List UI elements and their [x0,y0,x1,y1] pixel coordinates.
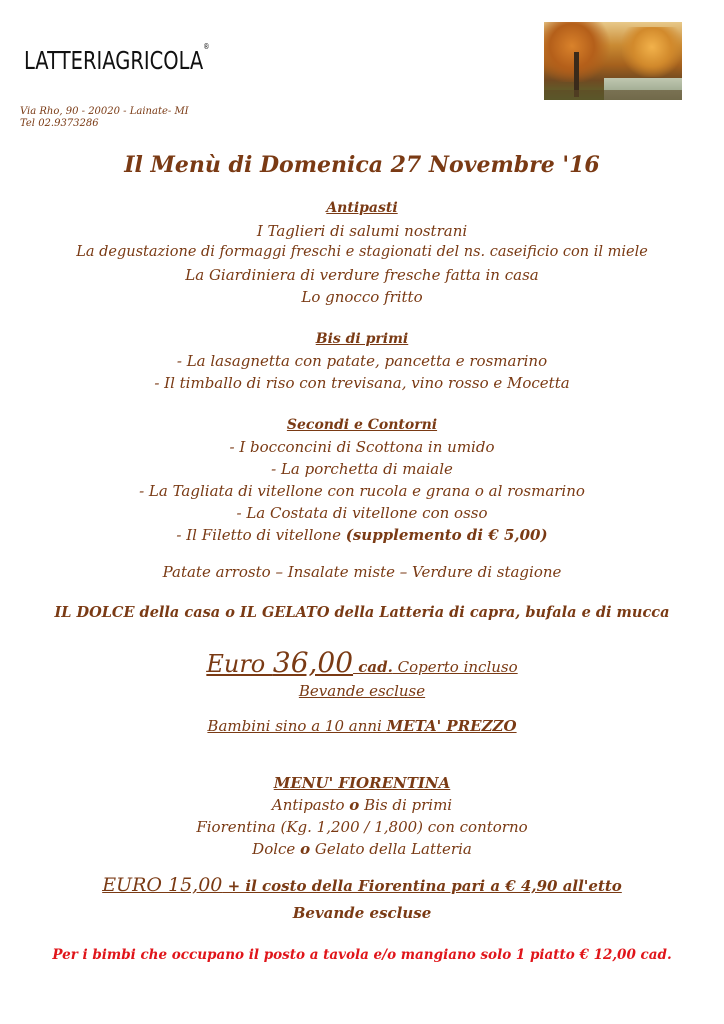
fiorentina-line: Dolce o Gelato della Latteria [252,840,472,858]
footer-note: Per i bimbi che occupano il posto a tavola e/o mangiano solo 1 piatto € 12,00 cad. [52,947,672,963]
autumn-landscape-photo [544,22,682,100]
menu-item-filetto: - Il Filetto di vitellone (supplemento di € 5,00) [176,526,548,544]
primi-heading: Bis di primi [315,331,409,347]
menu-item: - I bocconcini di Scottona in umido [229,438,495,456]
bevande-line: Bevande escluse [298,682,426,700]
menu-item: La degustazione di formaggi freschi e stagionati del ns. caseificio con il miele [76,244,648,260]
bambini-line: Bambini sino a 10 anni META' PREZZO [207,717,517,735]
menu-item: Lo gnocco fritto [301,288,423,306]
menu-item: - La lasagnetta con patate, pancetta e rosmarino [176,352,548,370]
fiorentina-heading: MENU' FIORENTINA [273,774,451,792]
price-line: Euro 36,00 cad. Coperto incluso [206,646,518,679]
menu-item: La Giardiniera di verdure fresche fatta in casa [185,266,539,284]
fiorentina-bevande: Bevande escluse [292,904,432,922]
fiorentina-line: Fiorentina (Kg. 1,200 / 1,800) con contorno [196,818,528,836]
menu-item: - La porchetta di maiale [271,460,453,478]
supplement-note: (supplemento di € 5,00) [345,526,548,544]
secondi-heading: Secondi e Contorni [286,417,438,433]
fiorentina-price-line: EURO 15,00 + il costo della Fiorentina pari a € 4,90 all'etto [102,874,622,896]
antipasti-heading: Antipasti [326,200,398,216]
menu-item: - La Tagliata di vitellone con rucola e grana o al rosmarino [139,482,585,500]
menu-item: - Il timballo di riso con trevisana, vino rosso e Mocetta [154,374,570,392]
price-amount: 36,00 [272,646,354,679]
phone-line: Tel 02.9373286 [20,118,99,129]
logo: LATTERIAGRICOLA® [24,42,210,75]
registered-mark: ® [203,42,210,51]
fiorentina-line: Antipasto o Bis di primi [271,796,453,814]
page-title: Il Menù di Domenica 27 Novembre '16 [124,152,600,178]
address-line: Via Rho, 90 - 20020 - Lainate- MI [20,106,189,117]
menu-item: I Taglieri di salumi nostrani [256,222,468,240]
menu-item: - La Costata di vitellone con osso [236,504,488,522]
contorni-line: Patate arrosto – Insalate miste – Verdure di stagione [162,563,562,581]
address-block [20,106,189,130]
dolce-line: IL DOLCE della casa o IL GELATO della Latteria di capra, bufala e di mucca [54,604,670,621]
